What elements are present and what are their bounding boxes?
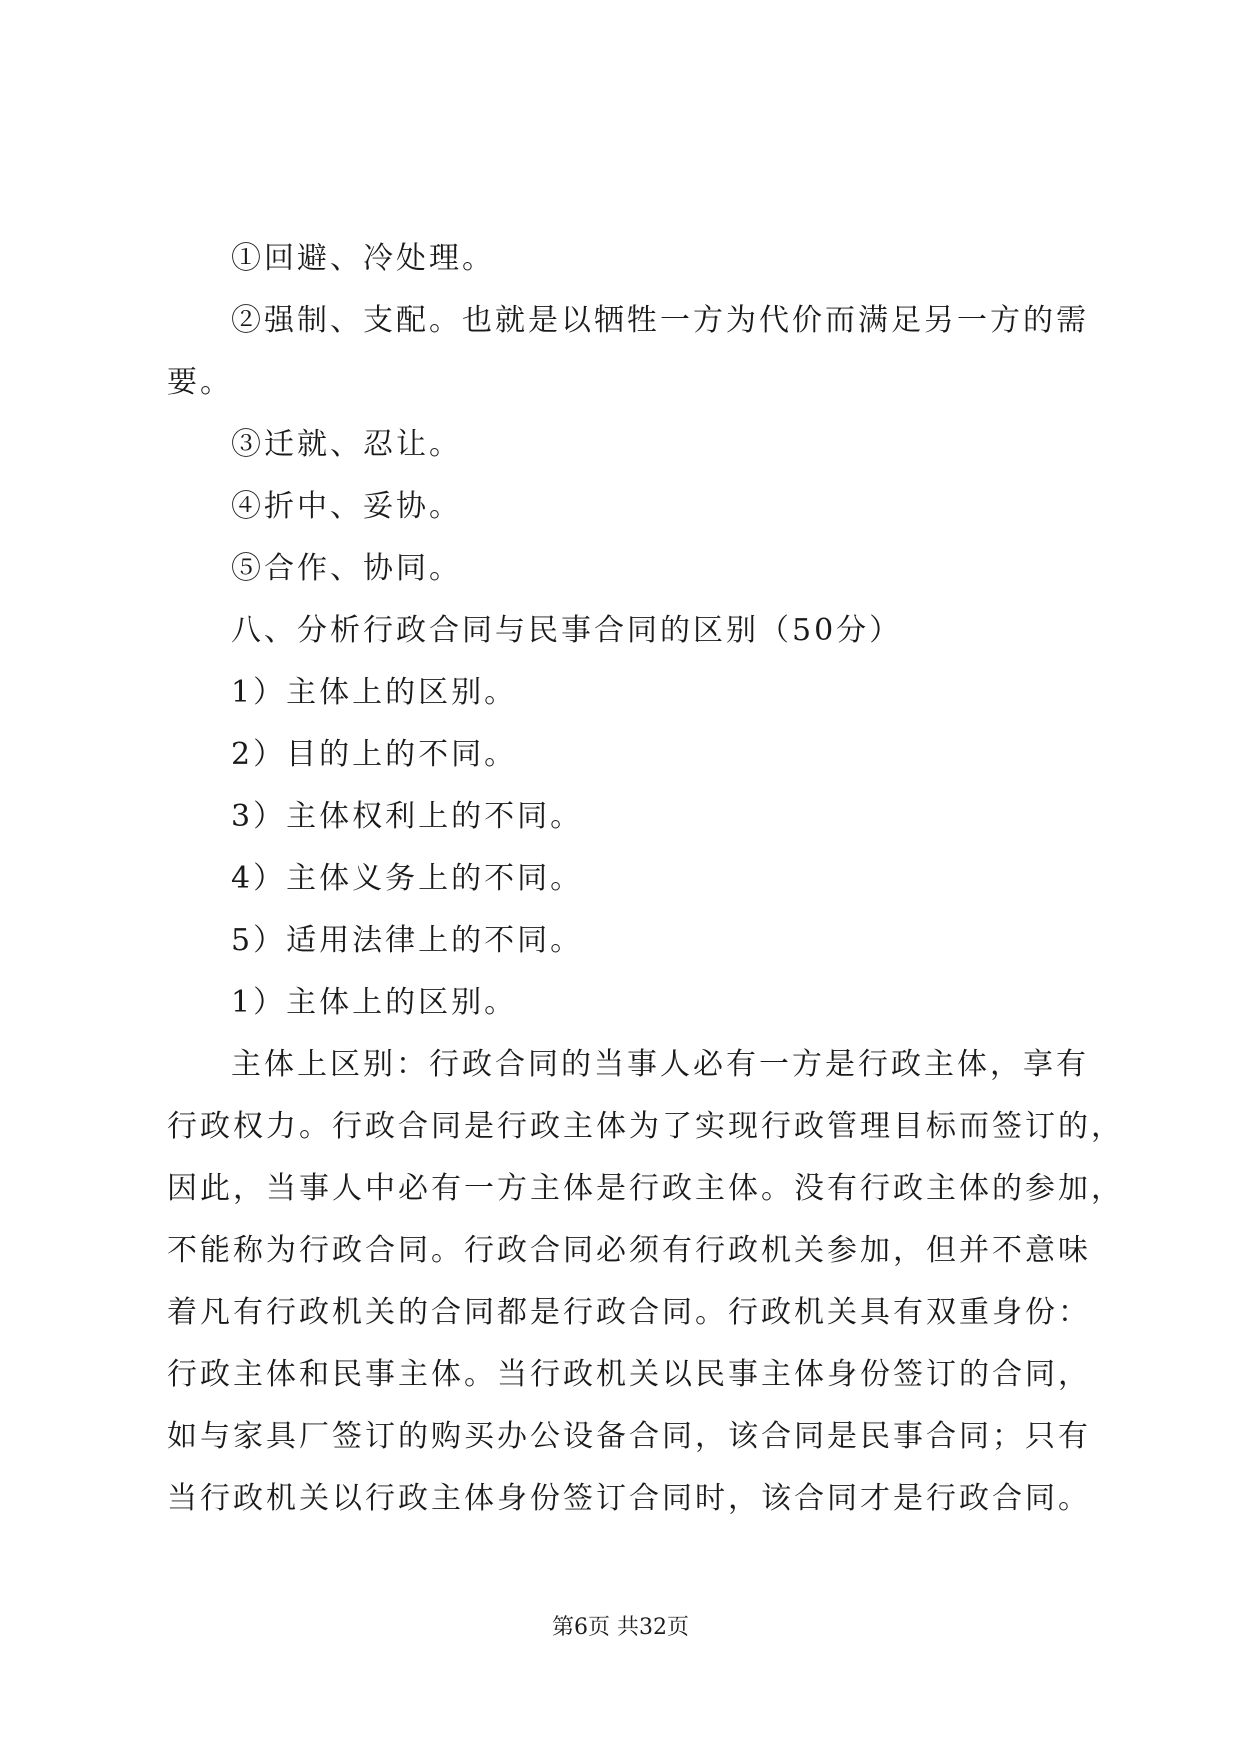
text-line: 要。 (167, 365, 233, 400)
text-line: 3）主体权利上的不同。 (231, 799, 584, 834)
text-line: 4）主体义务上的不同。 (231, 861, 584, 896)
text-line: 行政权力。行政合同是行政主体为了实现行政管理目标而签订的， (167, 1109, 1124, 1144)
text-line: 当行政机关以行政主体身份签订合同时，该合同才是行政合同。 (167, 1481, 1091, 1516)
text-line: 如与家具厂签订的购买办公设备合同，该合同是民事合同；只有 (167, 1419, 1091, 1454)
text-line: ④折中、妥协。 (231, 489, 462, 524)
text-line: 主体上区别：行政合同的当事人必有一方是行政主体，享有 (231, 1047, 1089, 1082)
text-line: ②强制、支配。也就是以牺牲一方为代价而满足另一方的需 (231, 303, 1089, 338)
section-heading: 八、分析行政合同与民事合同的区别（50分） (231, 613, 903, 648)
text-line: ①回避、冷处理。 (231, 241, 495, 276)
text-line: 因此，当事人中必有一方主体是行政主体。没有行政主体的参加， (167, 1171, 1124, 1206)
page-number-footer: 第6页 共32页 (552, 1615, 689, 1640)
text-line: 5）适用法律上的不同。 (231, 923, 584, 958)
text-line: 着凡有行政机关的合同都是行政合同。行政机关具有双重身份： (167, 1295, 1091, 1330)
text-line: ⑤合作、协同。 (231, 551, 462, 586)
text-line: 2）目的上的不同。 (231, 737, 518, 772)
text-line: 1）主体上的区别。 (231, 675, 518, 710)
text-line: 1）主体上的区别。 (231, 985, 518, 1020)
text-line: 不能称为行政合同。行政合同必须有行政机关参加，但并不意味 (167, 1233, 1091, 1268)
text-line: 行政主体和民事主体。当行政机关以民事主体身份签订的合同， (167, 1357, 1091, 1392)
document-body (167, 228, 1124, 1530)
text-line: ③迁就、忍让。 (231, 427, 462, 462)
